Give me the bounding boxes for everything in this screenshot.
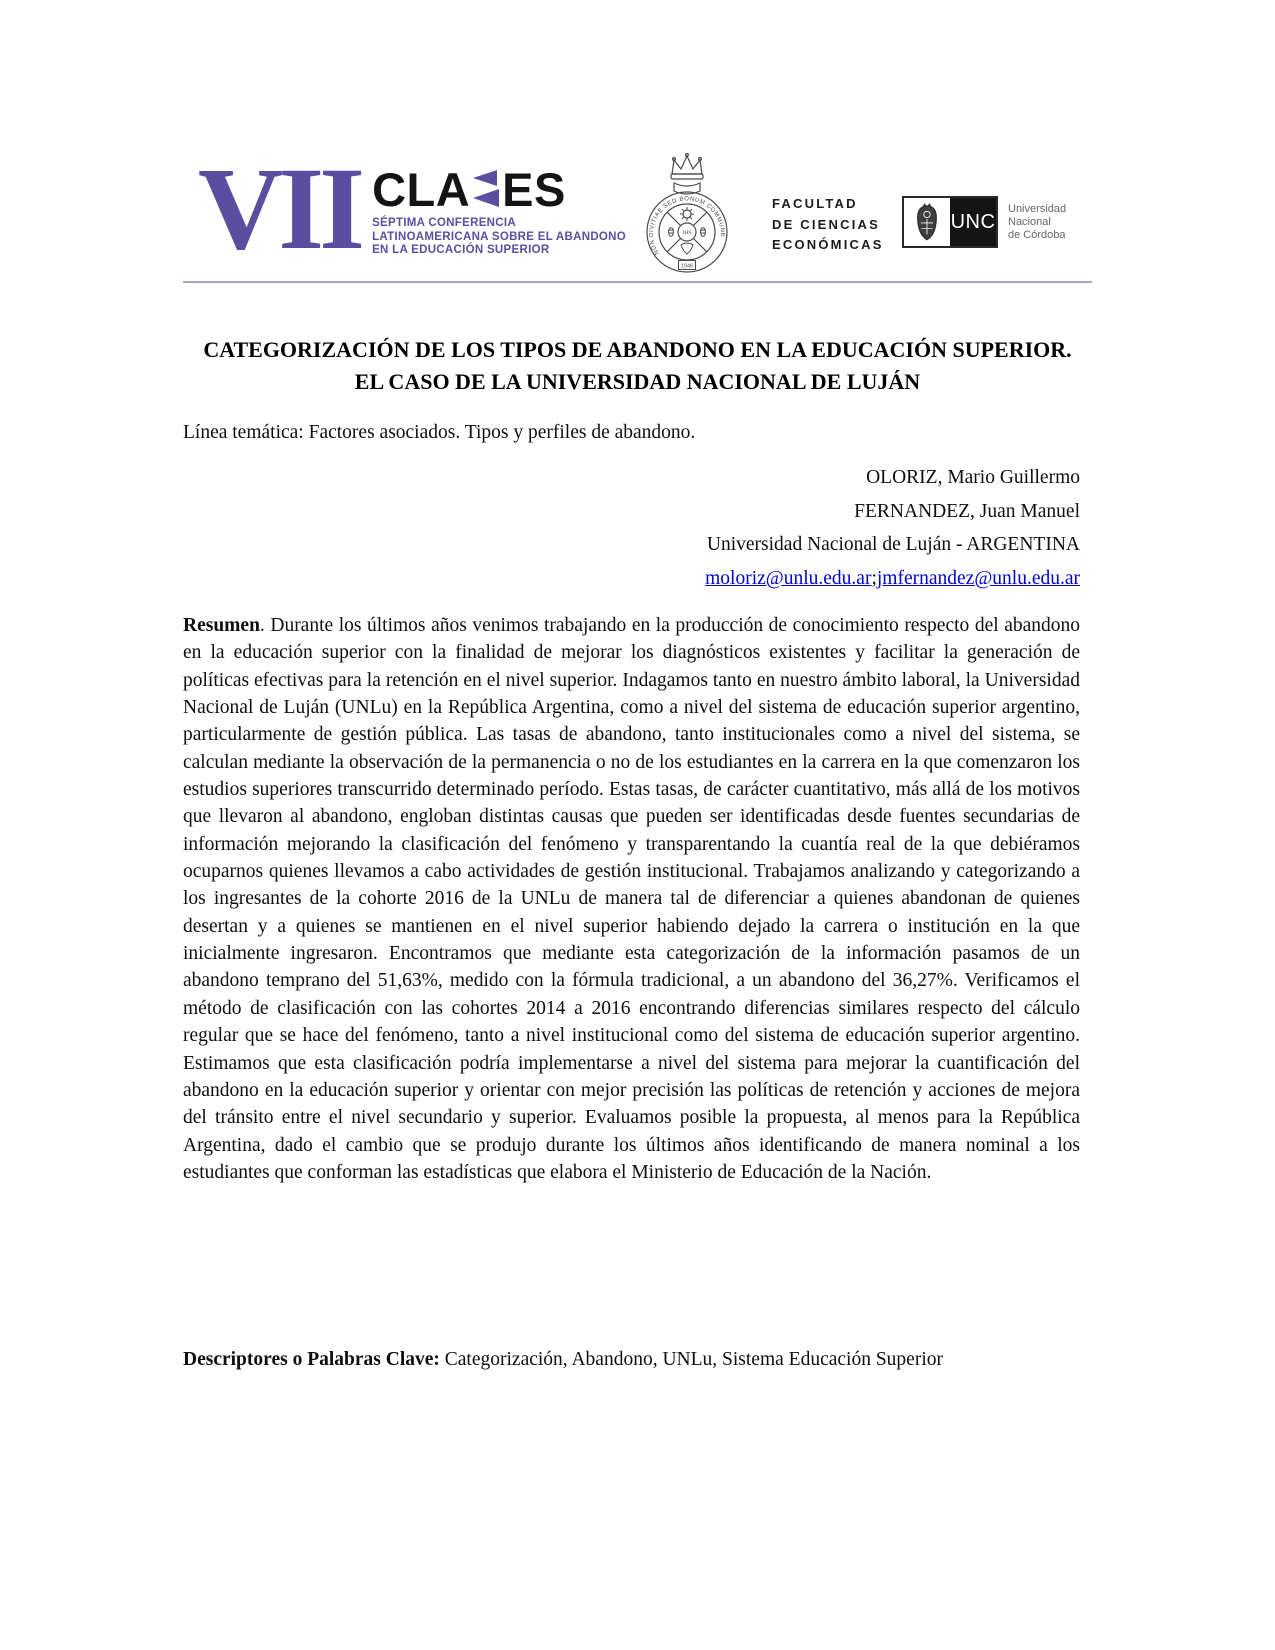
paper-title-line2: EL CASO DE LA UNIVERSIDAD NACIONAL DE LUJÁN bbox=[354, 368, 921, 394]
abstract-label: Resumen bbox=[183, 615, 260, 636]
keywords-paragraph bbox=[183, 1346, 1080, 1373]
fce-label bbox=[772, 194, 884, 256]
keywords-label: Descriptores o Palabras Clave: bbox=[183, 1349, 440, 1370]
abstract-body: Durante los últimos años venimos trabajando en la producción de conocimiento respecto del abandono en la educación superior con la finalidad de mejorar los diagnósticos existentes y facilitar la generación de políticas efectivas para la retención en el nivel superior. Indagamos tanto en nuestro ámbito laboral, la Universidad Nacional de Luján (UNLu) en la República Argentina, como a nivel del sistema de educación superior argentino, particularmente de gestión pública. Las tasas de abandono, tanto institucionales como a nivel del sistema, se calculan mediante la observación de la permanencia o no de los estudiantes en la carrera en la que comenzaron los estudios superiores transcurrido determinado período. Estas tasas, de carácter cuantitativo, más allá de los motivos que llevaron al abandono, engloban distintas causas que pueden ser identificadas desde fuentes secundarias de información mejorando la clasificación del fenómeno y transparentando la cuantía real de la que debiéramos ocuparnos quienes llevamos a cabo actividades de gestión institucional. Trabajamos analizando y categorizando a los ingresantes de la cohorte 2016 de la UNLu de manera tal de diferenciar a quienes abandonan de quienes desertan y a quienes se mantienen en el nivel superior habiendo dejado la carrera o institución en la que inicialmente ingresaron. Encontramos que mediante esta categorización de la información pasamos de un abandono temprano del 51,63%, medido con la fórmula tradicional, a un abandono del 36,27%. Verificamos el método de clasificación con las cohortes 2014 a 2016 encontrando diferencias similares respecto del cálculo regular que se hace del fenómeno, tanto a nivel institucional como del sistema de educación superior argentino. Estimamos que esta clasificación podría implementarse a nivel del sistema para mejorar la cuantificación del abandono en la educación superior y orientar con mejor precisión las políticas de retención y acciones de mejora del tránsito entre el nivel secundario y superior. Evaluamos posible la propuesta, al menos para la República Argentina, dado el cambio que se produjo durante los últimos años identificando de manera nominal a los estudiantes que conforman las estadísticas que elabora el Ministerio de Educación de la Nación. bbox=[183, 615, 1081, 1183]
author-emails bbox=[183, 562, 1080, 596]
authors-block bbox=[183, 461, 1080, 595]
seal-year: 1946 bbox=[680, 263, 694, 270]
unc-name-line: de Córdoba bbox=[1008, 228, 1066, 241]
email-link-1[interactable]: moloriz@unlu.edu.ar bbox=[705, 567, 872, 589]
clabes-wordmark-block bbox=[372, 160, 626, 258]
unc-name bbox=[1008, 203, 1066, 242]
fce-label-line: ECONÓMICAS bbox=[772, 237, 884, 252]
author-name-1: OLORIZ, Mario Guillermo bbox=[866, 467, 1080, 488]
header-divider-rule bbox=[183, 281, 1092, 283]
email-link-2[interactable]: jmfernandez@unlu.edu.ar bbox=[876, 567, 1080, 589]
thematic-line: Línea temática: Factores asociados. Tipos y perfiles de abandono. bbox=[183, 422, 696, 443]
unc-shield-icon bbox=[904, 198, 950, 246]
clabes-wordmark bbox=[372, 163, 626, 216]
author-affiliation: Universidad Nacional de Luján - ARGENTINA bbox=[706, 534, 1080, 556]
paper-title-line1: CATEGORIZACIÓN DE LOS TIPOS DE ABANDONO EN LA EDUCACIÓN SUPERIOR. bbox=[203, 337, 1072, 362]
seal-motto: NON DIVITIAE SED BONUM COMMUNE bbox=[648, 196, 726, 256]
clabes-wordmark-cla: CLA bbox=[372, 163, 471, 216]
unc-logo bbox=[902, 196, 1066, 248]
seal-center-monogram: IHS bbox=[682, 230, 692, 237]
clabes-wordmark-es: ES bbox=[502, 163, 566, 216]
keywords-body: Categorización, Abandono, UNLu, Sistema Educación Superior bbox=[439, 1349, 943, 1370]
clabes-subtitle bbox=[372, 217, 626, 258]
paper-title bbox=[160, 334, 1115, 397]
abstract-paragraph bbox=[183, 612, 1080, 1186]
email-separator: ; bbox=[871, 567, 877, 589]
fce-label-line: DE CIENCIAS bbox=[772, 216, 880, 232]
clabes-subtitle-line: EN LA EDUCACIÓN SUPERIOR bbox=[372, 244, 550, 256]
abstract-label-separator: . bbox=[259, 615, 271, 636]
clabes-subtitle-line: LATINOAMERICANA SOBRE EL ABANDONO bbox=[372, 230, 627, 243]
clabes-logo bbox=[198, 143, 627, 274]
clabes-subtitle-line: SÉPTIMA CONFERENCIA bbox=[372, 217, 516, 229]
unc-name-line: Universidad bbox=[1008, 202, 1067, 215]
unc-name-line: Nacional bbox=[1008, 215, 1051, 228]
fce-label-line: FACULTAD bbox=[772, 196, 858, 211]
unc-acronym: UNC bbox=[950, 198, 996, 246]
clabes-stylized-b-icon bbox=[473, 170, 499, 210]
author-name-2: FERNANDEZ, Juan Manuel bbox=[854, 500, 1080, 522]
unc-logo-box bbox=[902, 196, 998, 248]
clabes-vii-numeral: VII bbox=[198, 143, 361, 274]
fce-seal-icon bbox=[638, 150, 736, 283]
